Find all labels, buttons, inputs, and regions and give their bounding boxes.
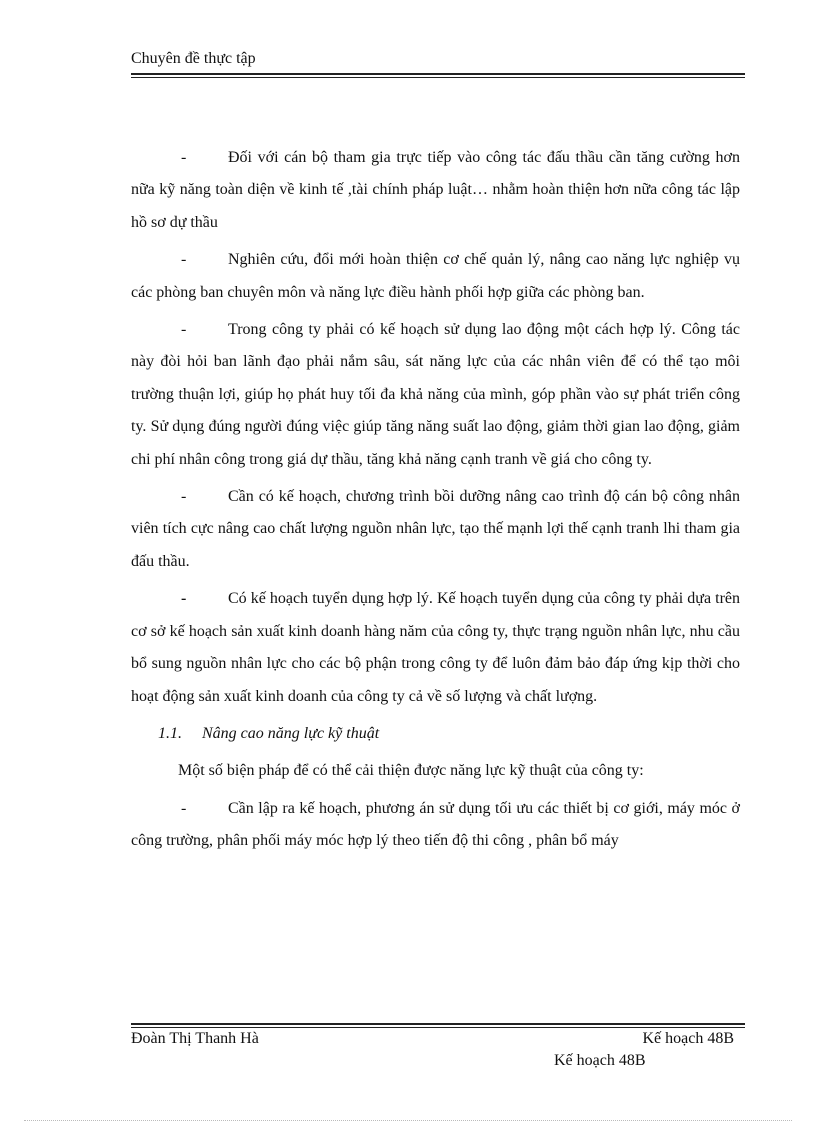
header-double-rule	[131, 73, 745, 78]
paragraph-3	[131, 314, 740, 476]
document-body	[131, 142, 740, 863]
footer-class-label: Kế hoạch 48B	[642, 1030, 734, 1047]
paragraph-5	[131, 583, 740, 713]
paragraph-text: Có kế hoạch tuyển dụng hợp lý. Kế hoạch tuyển dụng của công ty phải dựa trên cơ sở kế hoạch sản xuất kinh doanh hàng năm của công ty, thực trạng nguồn nhân lực, nhu cầu bổ sung nguồn nhân lực cho các bộ phận trong công ty để luôn đảm bảo đáp ứng kịp thời cho hoạt động sản xuất kinh doanh của công ty cả về số lượng và chất lượng.	[131, 590, 740, 705]
section-title: Nâng cao năng lực kỹ thuật	[202, 724, 380, 742]
bullet-dash: -	[181, 799, 187, 817]
footer-double-rule	[131, 1023, 745, 1028]
paragraph-2	[131, 244, 740, 309]
paragraph-6	[131, 793, 740, 858]
paragraph-text: Đối với cán bộ tham gia trực tiếp vào công tác đấu thầu cần tăng cường hơn nữa kỹ năng toàn diện về kinh tế ,tài chính pháp luật… nhằm hoàn thiện hơn nữa công tác lập hồ sơ dự thầu	[131, 149, 740, 231]
bullet-dash: -	[181, 149, 187, 166]
section-intro: Một số biện pháp để có thể cải thiện được năng lực kỹ thuật của công ty:	[178, 762, 644, 780]
section-heading	[131, 718, 740, 750]
paragraph-text: Cần lập ra kế hoạch, phương án sử dụng tối ưu các thiết bị cơ giới, máy móc ở công trường, phân phối máy móc hợp lý theo tiến độ thi công , phân bổ máy	[131, 799, 740, 850]
paragraph-text: Nghiên cứu, đổi mới hoàn thiện cơ chế quản lý, nâng cao năng lực nghiệp vụ các phòng ban chuyên môn và năng lực điều hành phối hợp giữa các phòng ban.	[131, 251, 740, 301]
paragraph-1	[131, 142, 740, 239]
bullet-dash: -	[181, 488, 187, 506]
page-edge	[24, 1120, 792, 1121]
bullet-dash: -	[181, 321, 187, 339]
section-number: 1.1.	[158, 724, 182, 742]
page-header-title: Chuyên đề thực tập	[131, 50, 256, 67]
bullet-dash: -	[181, 590, 187, 608]
footer-class-label-repeat: Kế hoạch 48B	[554, 1052, 646, 1069]
footer-author: Đoàn Thị Thanh Hà	[131, 1030, 259, 1047]
bullet-dash: -	[181, 251, 187, 269]
paragraph-4	[131, 481, 740, 578]
paragraph-text: Cần có kế hoạch, chương trình bồi dưỡng nâng cao trình độ cán bộ công nhân viên tích cực nâng cao chất lượng nguồn nhân lực, tạo thế mạnh lợi thế cạnh tranh lhi tham gia đấu thầu.	[131, 488, 740, 570]
paragraph-text: Trong công ty phải có kế hoạch sử dụng lao động một cách hợp lý. Công tác này đòi hỏi ban lãnh đạo phải nắm sâu, sát năng lực của các nhân viên để có thể tạo môi trường thuận lợi, giúp họ phát huy tối đa khả năng của mình, góp phần vào sự phát triển công ty. Sử dụng đúng người đúng việc giúp tăng năng suất lao động, giảm thời gian lao động, giảm chi phí nhân công trong giá dự thầu, tăng khả năng cạnh tranh về giá cho công ty.	[131, 321, 740, 468]
